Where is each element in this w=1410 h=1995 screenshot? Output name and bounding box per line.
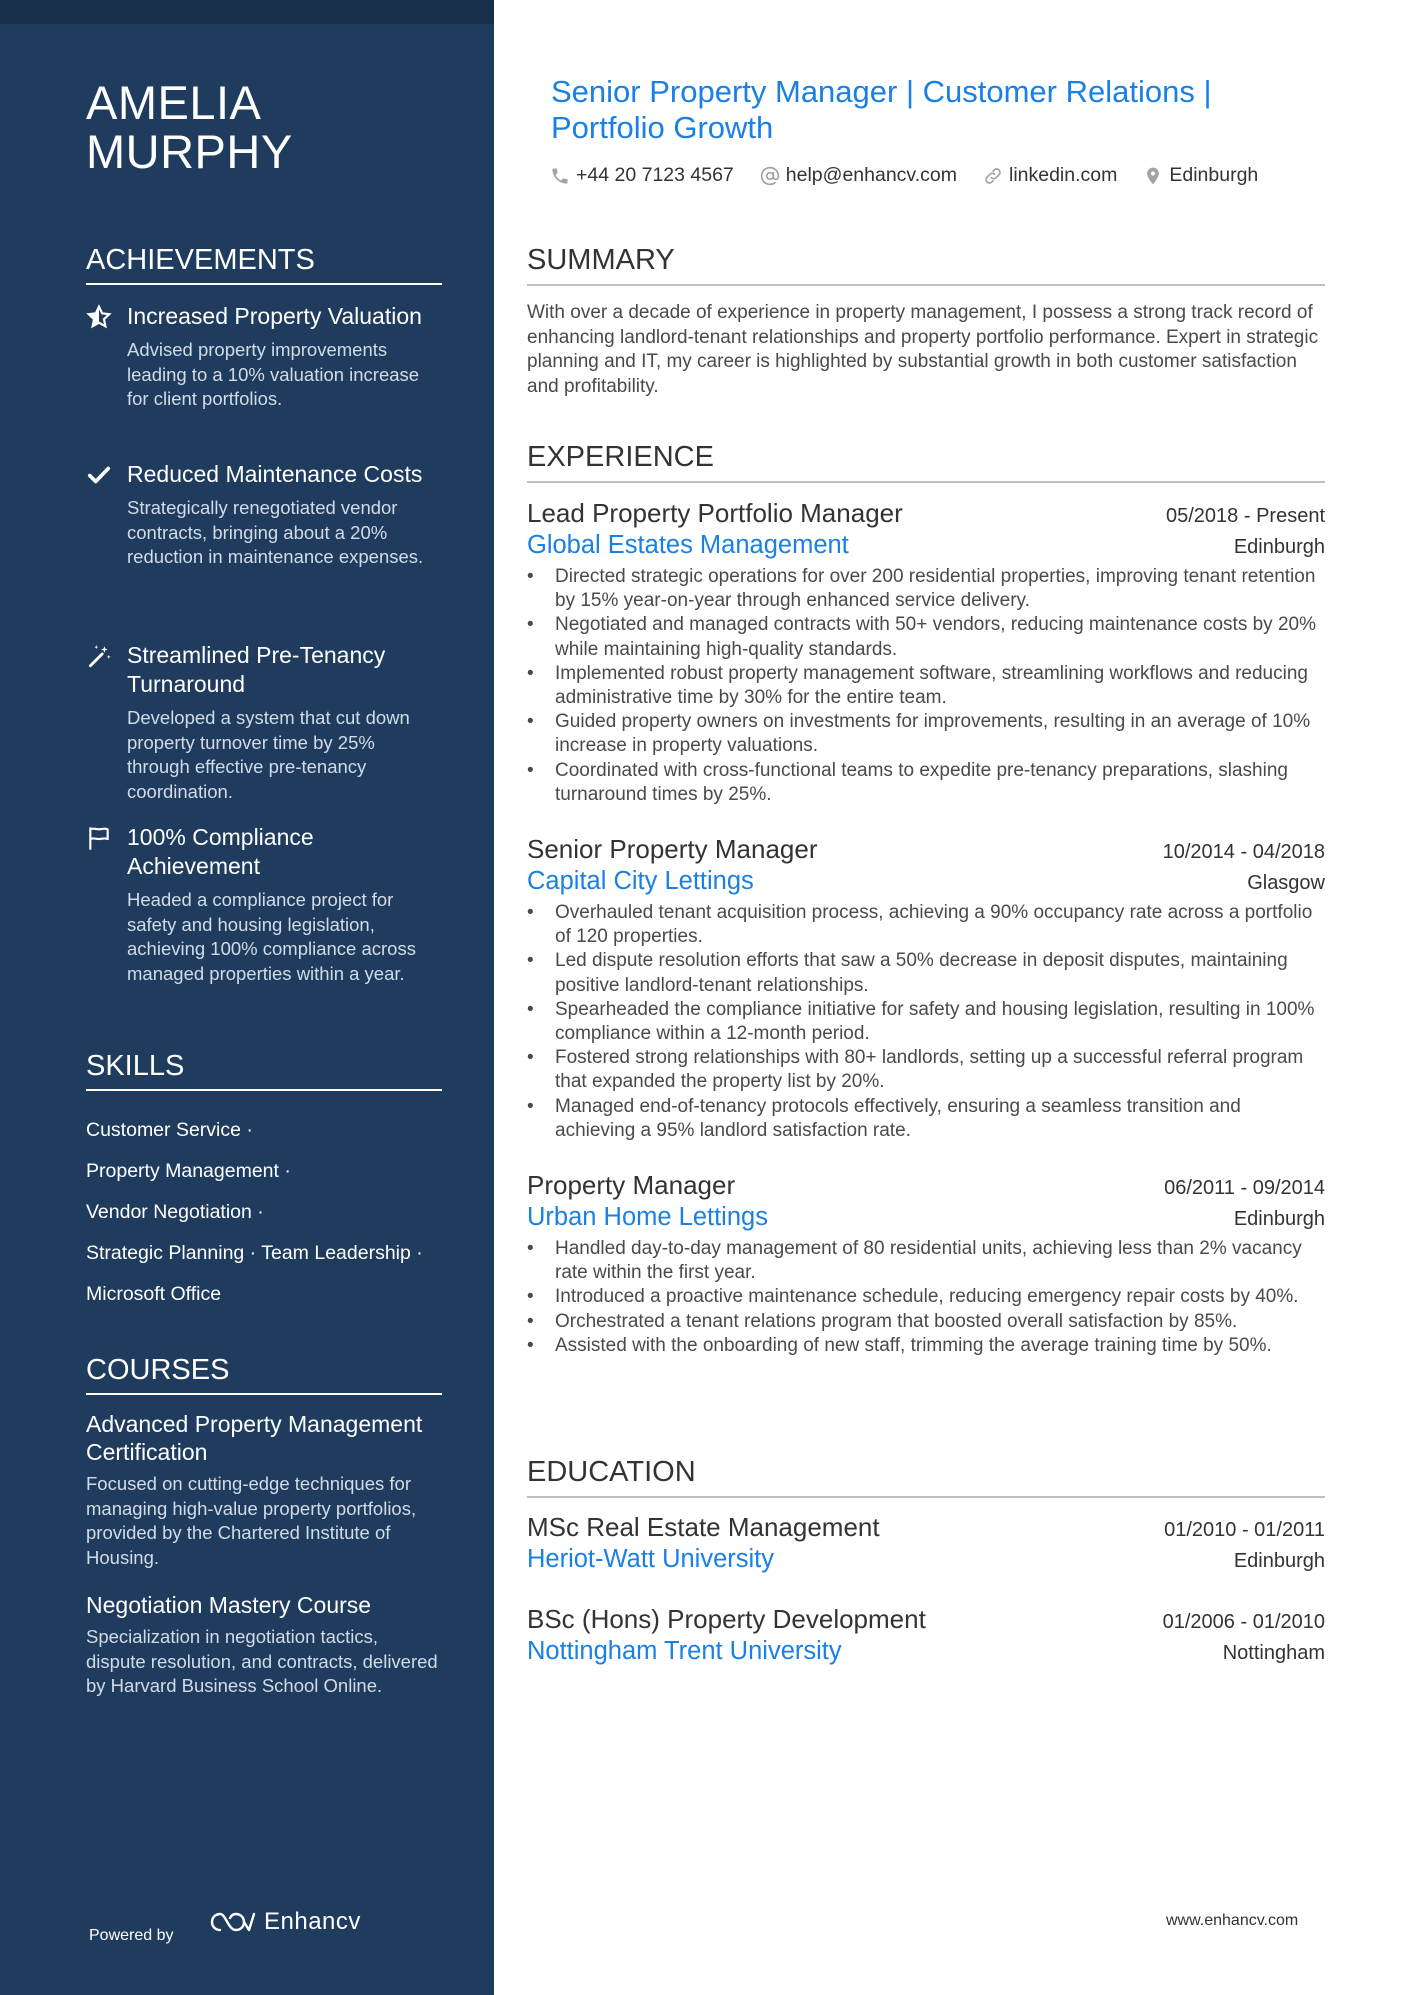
job-dates: 10/2014 - 04/2018: [1162, 841, 1325, 863]
job-location: Glasgow: [1247, 872, 1325, 894]
skill-line: Property Management ·: [86, 1160, 291, 1182]
bullet-item: • Coordinated with cross-functional teams to expedite pre-tenancy preparations, slashing turnaround times by 25%.: [555, 759, 1325, 807]
bullet-item: • Overhauled tenant acquisition process, achieving a 90% occupancy rate across a portfolio of 120 properties.: [555, 901, 1325, 949]
education-location: Nottingham: [1222, 1642, 1325, 1664]
phone-icon: [550, 166, 570, 186]
bullet-item: • Negotiated and managed contracts with 50+ vendors, reducing maintenance costs by 20% while maintaining high-quality standards.: [555, 613, 1325, 661]
company-name: Capital City Lettings: [527, 867, 754, 895]
course-description: Focused on cutting-edge techniques for managing high-value property portfolios, provided by the Chartered Institute of Housing.: [86, 1473, 417, 1568]
contact-linkedin[interactable]: [983, 164, 1117, 187]
course-item: [86, 1410, 442, 1570]
flag-icon: [86, 825, 112, 851]
bullet-item: • Assisted with the onboarding of new staff, trimming the average training time by 50%.: [555, 1334, 1325, 1358]
school-name: Nottingham Trent University: [527, 1637, 842, 1665]
magic-wand-icon: [86, 643, 112, 669]
education-entry: [527, 1511, 1325, 1575]
achievement-item: [86, 823, 442, 986]
star-icon: [86, 304, 112, 330]
job-location: Edinburgh: [1233, 1208, 1325, 1230]
contact-location: [1143, 164, 1258, 187]
sidebar: [0, 0, 494, 1995]
company-name: Urban Home Lettings: [527, 1203, 768, 1231]
bullet-item: • Managed end-of-tenancy protocols effectively, ensuring a seamless transition and achieving a 95% landlord satisfaction rate.: [555, 1095, 1325, 1143]
bullet-item: • Fostered strong relationships with 80+ landlords, setting up a successful referral program that expanded the property list by 20%.: [555, 1046, 1325, 1094]
contact-email[interactable]: [760, 164, 957, 187]
achievement-item: [86, 460, 442, 570]
education-dates: 01/2010 - 01/2011: [1164, 1519, 1325, 1541]
summary-text: With over a decade of experience in property management, I possess a strong track record of enhancing landlord-tenant relationships and property portfolio performance. Expert in strategic planning and IT, my career is highlighted by substantial growth in both customer satisfaction and profitability.: [527, 302, 1319, 397]
school-name: Heriot-Watt University: [527, 1545, 775, 1573]
job-title: Lead Property Portfolio Manager: [527, 498, 903, 528]
bullet-item: • Guided property owners on investments for improvements, resulting in an average of 10% increase in property valuations.: [555, 710, 1325, 758]
experience-heading: EXPERIENCE: [527, 439, 1325, 483]
course-item: [86, 1591, 442, 1699]
achievement-title: Streamlined Pre-Tenancy Turnaround: [127, 642, 386, 697]
achievement-item: [86, 641, 442, 804]
bullet-item: • Orchestrated a tenant relations program that boosted overall satisfaction by 85%.: [555, 1310, 1325, 1334]
achievement-title: Reduced Maintenance Costs: [127, 461, 423, 487]
degree-name: BSc (Hons) Property Development: [527, 1604, 926, 1634]
headline: Senior Property Manager | Customer Relations | Portfolio Growth: [551, 74, 1212, 145]
linkedin-text: linkedin.com: [1008, 164, 1118, 186]
bullet-item: • Spearheaded the compliance initiative for safety and housing legislation, resulting in 100% compliance within a 12-month period.: [555, 998, 1325, 1046]
skills-list: [86, 1110, 442, 1315]
name-first: AMELIA: [86, 76, 262, 129]
job-dates: 06/2011 - 09/2014: [1164, 1177, 1325, 1199]
course-title: Negotiation Mastery Course: [86, 1592, 372, 1618]
job-bullets: [527, 565, 1325, 807]
location-pin-icon: [1143, 166, 1163, 186]
skills-heading: SKILLS: [86, 1048, 442, 1091]
enhancv-brand-name: Enhancv: [264, 1908, 361, 1935]
at-sign-icon: [760, 166, 780, 186]
skill-line: Customer Service ·: [86, 1119, 253, 1141]
achievement-title: Increased Property Valuation: [127, 303, 422, 329]
bullet-item: • Led dispute resolution efforts that saw a 50% decrease in deposit disputes, maintaining positive landlord-tenant relationships.: [555, 949, 1325, 997]
achievement-item: [86, 302, 442, 412]
summary-heading: SUMMARY: [527, 242, 1325, 286]
experience-entry: [527, 833, 1325, 1143]
bullet-item: • Directed strategic operations for over 200 residential properties, improving tenant retention by 15% year-on-year through enhanced service delivery.: [555, 565, 1325, 613]
achievement-description: Advised property improvements leading to a 10% valuation increase for client portfolios.: [127, 339, 420, 409]
enhancv-logo-icon: [208, 1909, 256, 1935]
contact-bar: [550, 164, 1258, 187]
degree-name: MSc Real Estate Management: [527, 1512, 880, 1542]
candidate-name: [86, 78, 293, 176]
courses-heading: COURSES: [86, 1352, 442, 1395]
footer-url[interactable]: www.enhancv.com: [1166, 1912, 1299, 1929]
education-entry: [527, 1603, 1325, 1667]
job-title: Property Manager: [527, 1170, 736, 1200]
skill-line: Strategic Planning · Team Leadership ·: [86, 1242, 423, 1264]
skill-line: Vendor Negotiation ·: [86, 1201, 264, 1223]
bullet-item: • Implemented robust property management software, streamlining workflows and reducing administrative time by 30% for the entire team.: [555, 662, 1325, 710]
bullet-item: • Handled day-to-day management of 80 residential units, achieving less than 2% vacancy rate within the first year.: [555, 1237, 1325, 1285]
job-location: Edinburgh: [1233, 536, 1325, 558]
achievement-description: Developed a system that cut down property turnover time by 25% through effective pre-tenancy coordination.: [127, 707, 410, 802]
bullet-item: • Introduced a proactive maintenance schedule, reducing emergency repair costs by 40%.: [555, 1285, 1325, 1309]
checkmark-icon: [86, 462, 112, 488]
course-title: Advanced Property Management Certification: [86, 1411, 423, 1465]
job-title: Senior Property Manager: [527, 834, 818, 864]
phone-text: +44 20 7123 4567: [576, 164, 734, 186]
job-bullets: [527, 901, 1325, 1143]
education-dates: 01/2006 - 01/2010: [1162, 1611, 1325, 1633]
education-heading: EDUCATION: [527, 1454, 1325, 1498]
company-name: Global Estates Management: [527, 531, 849, 559]
link-icon: [983, 166, 1003, 186]
location-text: Edinburgh: [1169, 164, 1259, 186]
powered-by-label: Powered by: [89, 1927, 174, 1944]
course-description: Specialization in negotiation tactics, dispute resolution, and contracts, delivered by Harvard Business School Online.: [86, 1626, 438, 1696]
achievement-description: Headed a compliance project for safety and housing legislation, achieving 100% compliance across managed properties within a year.: [127, 889, 416, 984]
achievement-description: Strategically renegotiated vendor contracts, bringing about a 20% reduction in maintenance expenses.: [127, 497, 424, 567]
sidebar-top-bar: [0, 0, 494, 24]
experience-entry: [527, 497, 1325, 807]
name-last: MURPHY: [86, 125, 293, 178]
enhancv-logo[interactable]: [208, 1908, 361, 1936]
achievements-heading: ACHIEVEMENTS: [86, 242, 442, 285]
job-dates: 05/2018 - Present: [1166, 505, 1325, 527]
experience-entry: [527, 1169, 1325, 1358]
achievement-title: 100% Compliance Achievement: [127, 824, 314, 879]
email-text: help@enhancv.com: [785, 164, 957, 186]
contact-phone[interactable]: [550, 164, 734, 187]
education-location: Edinburgh: [1233, 1550, 1325, 1572]
job-bullets: [527, 1237, 1325, 1358]
skill-line: Microsoft Office: [86, 1283, 222, 1305]
